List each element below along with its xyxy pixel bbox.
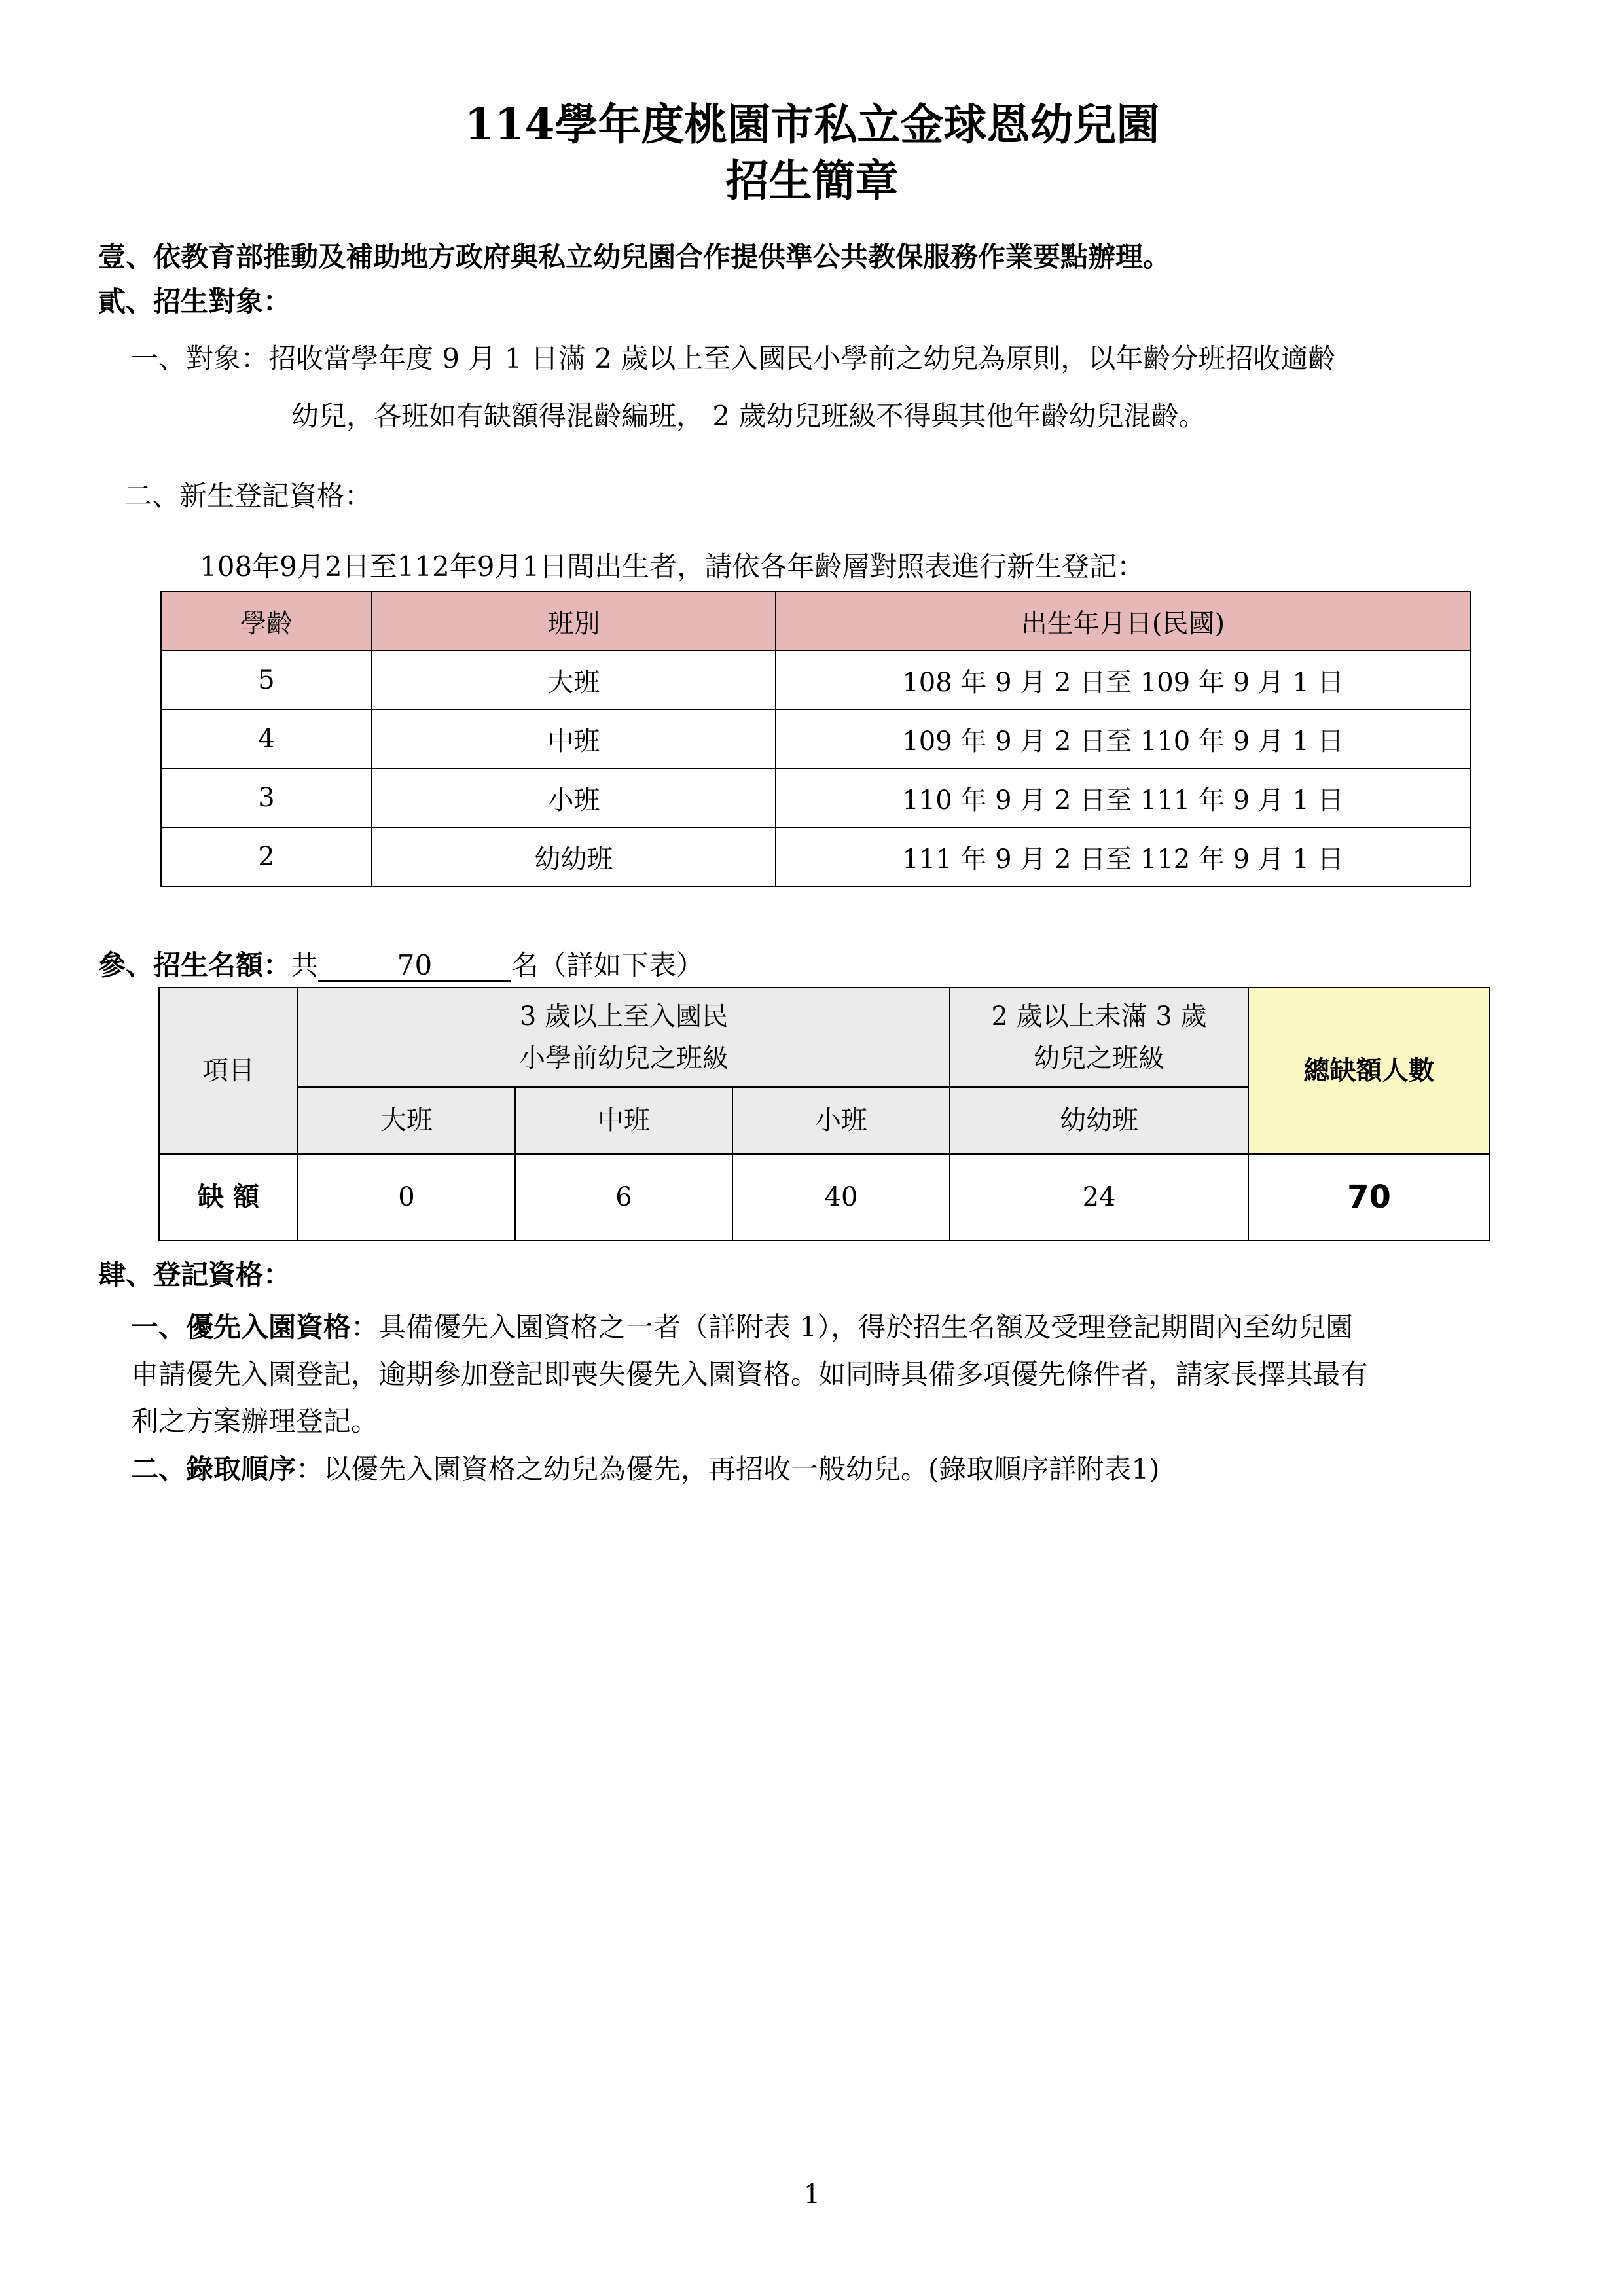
section-4-item-2-line [131, 1451, 1160, 1488]
birthdate-cell: 110 年 9 月 2 日至 111 年 9 月 1 日 [776, 768, 1470, 827]
table-row [161, 709, 1470, 768]
vacancy-large: 0 [298, 1154, 515, 1240]
age-cell: 3 [161, 768, 372, 827]
class-header-large: 大班 [298, 1087, 515, 1154]
document-title: 114學年度桃園市私立金球恩幼兒園 [464, 99, 1160, 150]
section-4-heading: 肆、登記資格： [98, 1259, 291, 1291]
priority-label: 一、優先入園資格 [131, 1311, 352, 1343]
table-row [161, 827, 1470, 886]
item-header: 項目 [159, 988, 298, 1154]
class-cell: 幼幼班 [372, 827, 776, 886]
admission-order-label: 二、錄取順序 [131, 1453, 297, 1485]
priority-text: ：具備優先入園資格之一者（詳附表 1），得於招生名額及受理登記期間內至幼兒園 [351, 1311, 1354, 1343]
quota-table [158, 987, 1490, 1241]
document-subtitle: 招生簡章 [725, 155, 899, 206]
header-birthdate: 出生年月日(民國) [776, 592, 1470, 651]
class-header-middle: 中班 [515, 1087, 732, 1154]
section-3-heading: 參、招生名額： [98, 949, 291, 981]
section-2-item-1-line-2: 幼兒，各班如有缺額得混齡編班， 2 歲幼兒班級不得與其他年齡幼兒混齡。 [291, 400, 1206, 432]
class-cell: 中班 [372, 709, 776, 768]
quota-value-row [159, 1154, 1490, 1240]
section-4-item-1-line-1 [131, 1309, 1353, 1346]
vacancy-small: 40 [732, 1154, 950, 1240]
class-cell: 大班 [372, 651, 776, 709]
section-2-item-1-line-1: 一、對象：招收當學年度 9 月 1 日滿 2 歲以上至入國民小學前之幼兒為原則，以年齡分班招收適齡 [131, 342, 1336, 374]
group-2yr-header [950, 988, 1248, 1087]
total-header: 總缺額人數 [1248, 988, 1490, 1154]
header-class: 班別 [372, 592, 776, 651]
vacancy-label: 缺 額 [159, 1154, 298, 1240]
birthdate-cell: 108 年 9 月 2 日至 109 年 9 月 1 日 [776, 651, 1470, 709]
page-number: 1 [803, 2179, 821, 2210]
table-row [161, 651, 1470, 709]
birthdate-cell: 111 年 9 月 2 日至 112 年 9 月 1 日 [776, 827, 1470, 886]
group-3yr-header [298, 988, 950, 1087]
section-3-line [98, 947, 704, 984]
section-2-item-2-text: 108年9月2日至112年9月1日間出生者，請依各年齡層對照表進行新生登記： [200, 550, 1145, 583]
section-4-item-1-line-3: 利之方案辦理登記。 [131, 1405, 379, 1437]
header-age: 學齡 [161, 592, 372, 651]
class-header-small: 小班 [732, 1087, 950, 1154]
age-cell: 2 [161, 827, 372, 886]
table-header-row [161, 592, 1470, 651]
class-header-toddler: 幼幼班 [950, 1087, 1248, 1154]
age-class-table [160, 591, 1471, 887]
vacancy-total: 70 [1248, 1154, 1490, 1240]
group-3yr-line-2: 小學前幼兒之班級 [519, 1043, 729, 1073]
section-2-heading: 貳、招生對象： [98, 285, 291, 317]
section-3-text-after: 名（詳如下表） [511, 949, 704, 981]
section-2-item-2-heading: 二、新生登記資格： [124, 480, 372, 512]
group-2yr-line-1: 2 歲以上未滿 3 歲 [991, 1001, 1207, 1031]
admission-order-text: ：以優先入園資格之幼兒為優先，再招收一般幼兒。(錄取順序詳附表1) [296, 1453, 1160, 1485]
class-cell: 小班 [372, 768, 776, 827]
table-row [161, 768, 1470, 827]
group-2yr-line-2: 幼兒之班級 [1034, 1043, 1165, 1073]
quota-header-row [159, 988, 1490, 1087]
section-4-item-1-line-2: 申請優先入園登記，逾期參加登記即喪失優先入園資格。如同時具備多項優先條件者，請家長擇其最有 [131, 1358, 1369, 1390]
age-cell: 5 [161, 651, 372, 709]
total-quota-value: 70 [318, 950, 511, 982]
section-1-text: 壹、依教育部推動及補助地方政府與私立幼兒園合作提供準公共教保服務作業要點辦理。 [98, 241, 1171, 273]
group-3yr-line-1: 3 歲以上至入國民 [519, 1001, 729, 1031]
vacancy-toddler: 24 [950, 1154, 1248, 1240]
birthdate-cell: 109 年 9 月 2 日至 110 年 9 月 1 日 [776, 709, 1470, 768]
vacancy-middle: 6 [515, 1154, 732, 1240]
age-cell: 4 [161, 709, 372, 768]
section-3-text-before: 共 [291, 949, 319, 981]
